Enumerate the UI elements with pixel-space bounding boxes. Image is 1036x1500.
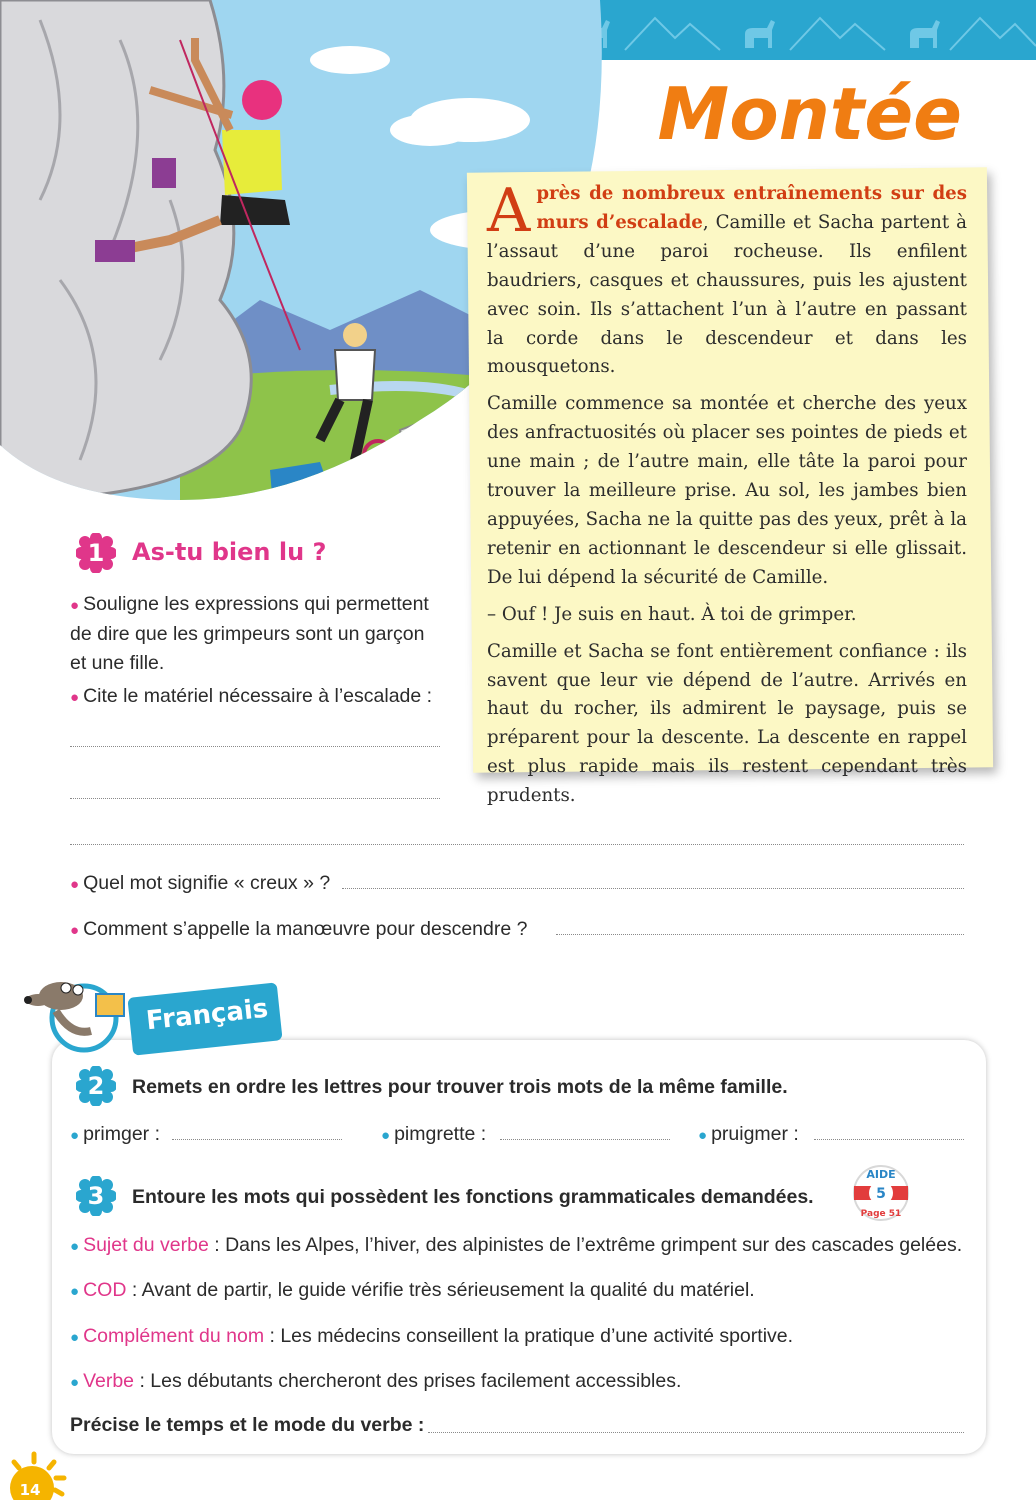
grammar-item	[70, 1367, 681, 1397]
bullet-icon: ●	[70, 876, 80, 893]
grammar-item	[70, 1276, 755, 1306]
francais-label: Français	[144, 993, 270, 1037]
answer-line[interactable]	[70, 798, 440, 799]
grammar-sentence[interactable]: : Les débutants chercheront des prises facilement accessibles.	[134, 1370, 682, 1392]
question-3	[70, 869, 330, 899]
bullet-icon: ●	[70, 1127, 80, 1144]
bullet-icon: ●	[381, 1127, 391, 1144]
answer-line[interactable]	[342, 888, 964, 889]
exercise-3-number: 3	[87, 1182, 105, 1210]
grammar-sentence[interactable]: : Les médecins conseillent la pratique d’une activité sportive.	[264, 1325, 794, 1347]
question-2-text: Cite le matériel nécessaire à l’escalade :	[83, 685, 433, 707]
answer-line[interactable]	[814, 1139, 964, 1140]
bullet-icon: ●	[70, 1329, 80, 1346]
word-3: pruigmer :	[711, 1123, 799, 1145]
bullet-icon: ●	[70, 1283, 80, 1300]
grammar-sentence[interactable]: : Avant de partir, le guide vérifie très sérieusement la qualité du matériel.	[126, 1279, 755, 1301]
grammar-item	[70, 1322, 793, 1352]
page-number: 14	[19, 1481, 41, 1499]
aide-number: 5	[876, 1186, 886, 1202]
story-paragraph-4: Camille et Sacha se font entièrement confiance : ils savent que leur vie dépend de l’autre. Arrivés en haut du rocher, ils admirent le paysage, puis se préparent pour la descente. La descente en rappel est plus rapide mais ils restent cependant très prudents.	[487, 640, 967, 807]
question-1	[70, 590, 440, 678]
answer-line[interactable]	[556, 934, 964, 935]
dropcap: A	[487, 176, 531, 246]
sun-page-number	[4, 1450, 68, 1500]
question-4-text: Comment s’appelle la manœuvre pour descendre ?	[83, 918, 528, 940]
aide-label: AIDE	[866, 1168, 896, 1181]
bullet-icon: ●	[698, 1127, 708, 1144]
answer-line[interactable]	[500, 1139, 670, 1140]
bullet-icon: ●	[70, 1374, 80, 1391]
story-paragraph	[487, 176, 967, 382]
dog-mascot-icon	[16, 966, 136, 1056]
exercise-3-badge	[76, 1176, 116, 1216]
exercise-1-badge	[76, 533, 116, 573]
final-question: Précise le temps et le mode du verbe :	[70, 1414, 425, 1436]
exercise-2-instruction: Remets en ordre les lettres pour trouver trois mots de la même famille.	[132, 1076, 788, 1098]
story-paragraph-2: Camille commence sa montée et cherche des yeux des anfractuosités où placer ses pointes de pieds et une main ; de l’autre main, elle tâte la paroi pour trouver la meilleure prise. Au sol, les jambes bien appuyées, Sacha ne la quitte pas des yeux, prêt à la retenir en actionnant le descendeur si elle glissait. De lui dépend la sécurité de Camille.	[487, 393, 967, 588]
story-lead: près de nombreux entraînements sur des murs d’escalade	[536, 183, 967, 233]
aide-badge[interactable]	[848, 1162, 914, 1224]
question-4	[70, 915, 527, 945]
word-item	[381, 1120, 486, 1150]
story-paragraph-3: – Ouf ! Je suis en haut. À toi de grimper.	[487, 603, 857, 625]
answer-line[interactable]	[428, 1432, 964, 1433]
bullet-icon: ●	[70, 597, 80, 614]
section-1-heading: As-tu bien lu ?	[132, 538, 327, 566]
grammar-term: Sujet du verbe	[83, 1234, 209, 1256]
story-text	[487, 176, 967, 819]
story-paragraph-1-rest: , Camille et Sacha partent à l’assaut d’une paroi rocheuse. Ils enfilent baudriers, casques et chaussures, puis les ajustent avec soin. Ils s’attachent l’un à l’autre en passant la corde dans le descendeur et dans les mousquetons.	[487, 211, 967, 378]
question-2	[70, 682, 460, 712]
word-2: pimgrette :	[394, 1123, 487, 1145]
word-item	[70, 1120, 160, 1150]
word-item	[698, 1120, 799, 1150]
page-title: Montée	[657, 72, 962, 156]
grammar-term: Complément du nom	[83, 1325, 265, 1347]
question-3-text: Quel mot signifie « creux » ?	[83, 872, 331, 894]
aide-page: Page 51	[860, 1209, 902, 1219]
answer-line[interactable]	[70, 746, 440, 747]
grammar-term: COD	[83, 1279, 127, 1301]
answer-line[interactable]	[70, 844, 964, 845]
grammar-term: Verbe	[83, 1370, 135, 1392]
exercise-1-number: 1	[87, 539, 105, 567]
exercise-2-number: 2	[87, 1072, 105, 1100]
question-1-text: Souligne les expressions qui permettent de dire que les grimpeurs sont un garçon et une fille.	[70, 593, 429, 674]
exercise-3-instruction: Entoure les mots qui possèdent les fonctions grammaticales demandées.	[132, 1186, 814, 1208]
grammar-sentence[interactable]: : Dans les Alpes, l’hiver, des alpinistes de l’extrême grimpent sur des cascades gelées.	[208, 1234, 963, 1256]
bullet-icon: ●	[70, 1238, 80, 1255]
grammar-item	[70, 1231, 962, 1261]
bullet-icon: ●	[70, 689, 80, 706]
answer-line[interactable]	[172, 1139, 342, 1140]
lifebuoy-icon	[848, 1162, 914, 1224]
bullet-icon: ●	[70, 922, 80, 939]
exercise-2-badge	[76, 1066, 116, 1106]
word-1: primger :	[83, 1123, 160, 1145]
